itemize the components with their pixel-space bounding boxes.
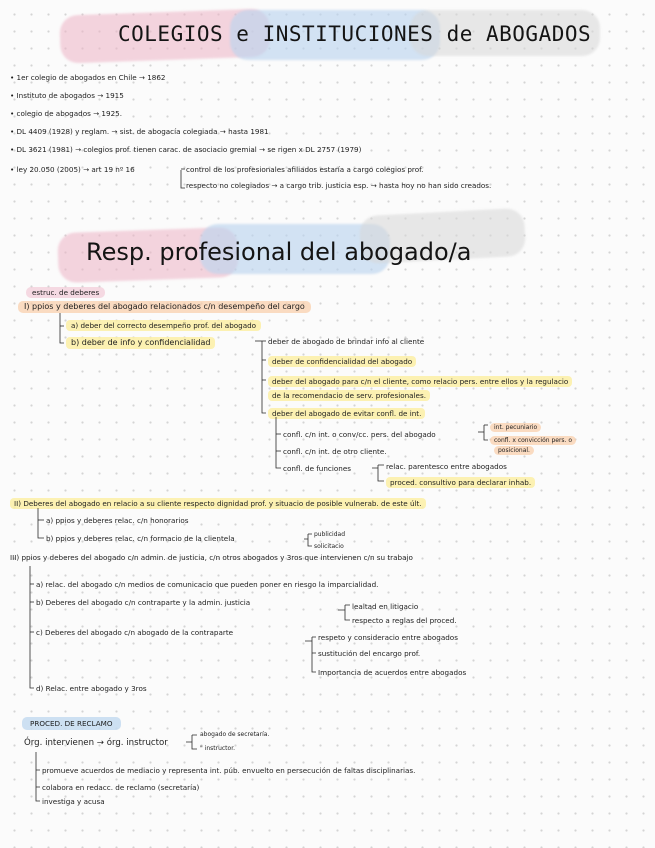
item-IIb-1: publicidad bbox=[314, 531, 346, 538]
item-Ib-4: deber del abogado de evitar confl. de int. bbox=[268, 408, 425, 419]
history-line-6-branch-b: respecto no colegiados → a cargo trib. justicia esp. → hasta hoy no han sido creados. bbox=[186, 181, 492, 190]
section-title: Resp. profesional del abogado/a bbox=[86, 238, 472, 266]
history-line-6: • ley 20.050 (2005) → art 19 nº 16 bbox=[10, 165, 135, 174]
item-IIa: a) ppios y deberes relac. c/n honorarios bbox=[46, 516, 189, 525]
item-IIIc-2: sustitución del encargo prof. bbox=[318, 649, 421, 658]
item-IIIc: c) Deberes del abogado c/n abogado de la contraparte bbox=[36, 628, 234, 637]
conflict-1-b-line2: posicional. bbox=[494, 446, 534, 455]
history-line-1: • 1er colegio de abogados en Chile → 1862 bbox=[10, 73, 166, 82]
item-IIId: d) Relac. entre abogado y 3ros bbox=[36, 684, 147, 693]
procedure-step-3: investiga y acusa bbox=[42, 797, 105, 806]
conflict-3: confl. de funciones bbox=[283, 464, 351, 473]
item-IIIc-3: Importancia de acuerdos entre abogados bbox=[318, 668, 467, 677]
item-Ib-3a: deber del abogado para c/n el cliente, como relacio pers. entre ellos y la regulacio bbox=[268, 376, 572, 387]
item-IIIb-1: lealtad en litigacio bbox=[352, 602, 419, 611]
procedure-step-2: colabora en redacc. de reclamo (secretaría) bbox=[42, 783, 200, 792]
item-Ib-2: deber de confidencialidad del abogado bbox=[268, 356, 416, 367]
item-IIIc-1: respeto y consideracio entre abogados bbox=[318, 633, 458, 642]
item-IIb-2: solicitacio bbox=[314, 543, 344, 550]
item-Ib-1: deber de abogado de brindar info al cliente bbox=[268, 337, 425, 346]
heading-I: I) ppios y deberes del abogado relacionados c/n desempeño del cargo bbox=[18, 301, 311, 313]
conflict-1: confl. c/n int. o conv/cc. pers. del abogado bbox=[283, 430, 436, 439]
main-title: COLEGIOS e INSTITUCIONES de ABOGADOS bbox=[118, 22, 592, 46]
complaint-procedure-title: PROCED. DE RECLAMO bbox=[22, 717, 121, 730]
conflict-3-a: relac. parentesco entre abogados bbox=[386, 462, 507, 471]
item-IIIb: b) Deberes del abogado c/n contraparte y la admin. justicia bbox=[36, 598, 251, 607]
item-Ib-3b: de la recomendacio de serv. profesionales. bbox=[268, 390, 430, 401]
duty-structure-label: estruc. de deberes bbox=[26, 287, 105, 298]
conflict-2: confl. c/n int. de otro cliente. bbox=[283, 447, 387, 456]
conflict-3-b: proced. consultivo para declarar inhab. bbox=[386, 477, 535, 488]
item-Ia: a) deber del correcto desempeño prof. del abogado bbox=[66, 320, 261, 331]
history-line-3: • colegio de abogados → 1925. bbox=[10, 109, 123, 118]
organ-2: " instructor. bbox=[200, 745, 236, 752]
history-line-2: • Instituto de abogados → 1915 bbox=[10, 91, 124, 100]
heading-III: III) ppios y deberes del abogado c/n admin. de justicia, c/n otros abogados y 3ros que intervienen c/n su trabajo bbox=[10, 553, 413, 562]
item-IIIb-2: respecto a reglas del proced. bbox=[352, 616, 457, 625]
conflict-1-a: int. pecuniario bbox=[490, 423, 541, 432]
heading-II: II) Deberes del abogado en relacio a su cliente respecto dignidad prof. y situacio de posible vulnerab. de este últ. bbox=[10, 498, 426, 509]
conflict-1-b-line1: confl. x convicción pers. o bbox=[490, 436, 576, 445]
item-IIb: b) ppios y deberes relac. c/n formacio de la clientela bbox=[46, 534, 235, 543]
history-line-4: • DL 4409 (1928) y reglam. → sist. de abogacía colegiada → hasta 1981 bbox=[10, 127, 269, 136]
item-IIIa: a) relac. del abogado c/n medios de comunicacio que pueden poner en riesgo la imparcialidad. bbox=[36, 580, 379, 589]
procedure-step-1: promueve acuerdos de mediacio y representa int. púb. envuelto en persecución de faltas disciplinarias. bbox=[42, 766, 416, 775]
history-line-5: • DL 3621 (1981) → colegios prof. tienen carac. de asociacio gremial → se rigen x DL 2757 (1979) bbox=[10, 145, 362, 154]
item-Ib: b) deber de info y confidencialidad bbox=[66, 337, 215, 349]
history-line-6-branch-a: control de los profesionales afiliados estaría a cargo colegios prof. bbox=[186, 165, 424, 174]
organ-1: abogado de secretaría. bbox=[200, 731, 270, 738]
organs-involved: Órg. intervienen → órg. instructor bbox=[24, 738, 168, 748]
